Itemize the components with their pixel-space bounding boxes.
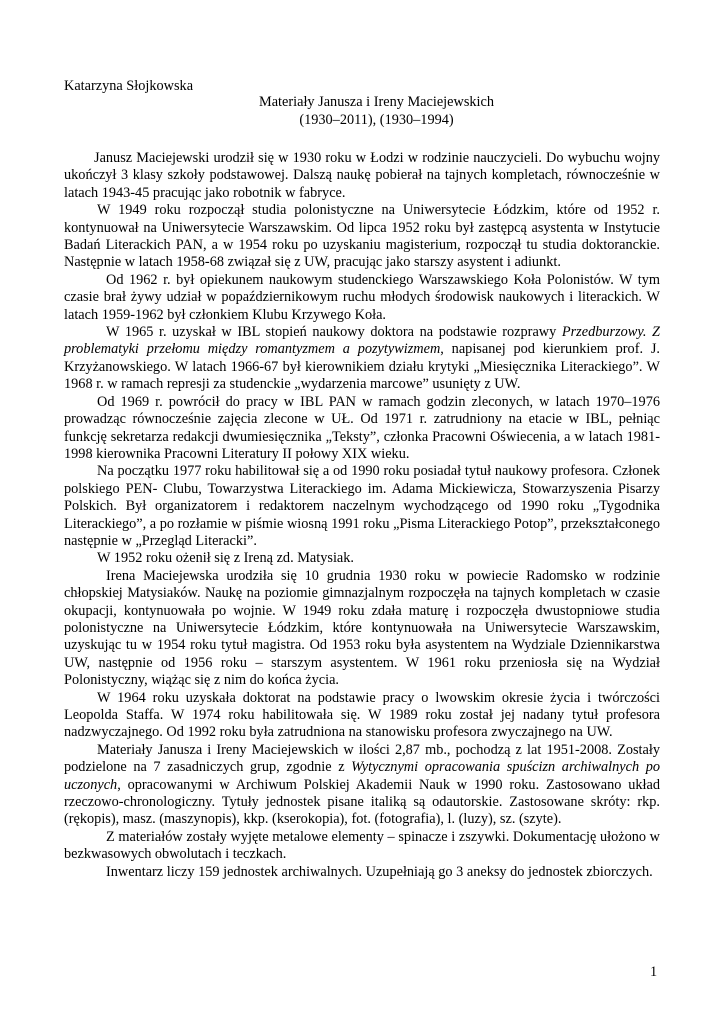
paragraph-4-text: W 1965 r. uzyskał w IBL stopień naukowy doktora na podstawie rozprawy (106, 324, 562, 341)
paragraph-10-text: Materiały Janusza i Ireny Maciejewskich w ilości 2,87 mb., pochodzą z lat 1951-2008. Zostały podzielone na 7 zasadniczych grup, zgodnie z (64, 741, 660, 776)
document-title-dates: (1930–2011), (1930–1994) (299, 112, 454, 128)
paragraph-4-text-end: , napisanej pod kierunkiem prof. J. Krzyżanowskiego. W latach 1966-67 był kierownikiem działu krytyki „Miesięcznika Literackiego”. W 1968 r. w ramach represji za studenckie „wydarzenia marcowe” usunięty z UW. (64, 341, 660, 393)
paragraph-11: Z materiałów zostały wyjęte metalowe elementy – spinacze i zszywki. Dokumentację ułożono w bezkwasowych obwolutach i teczkach. (64, 828, 660, 863)
paragraph-5: Od 1969 r. powrócił do pracy w IBL PAN w ramach godzin zleconych, w latach 1970–1976 prowadząc równocześnie zajęcia zlecone w UŁ. Od 1971 r. zatrudniony na etacie w IBL, pełniąc funkcję sekretarza redakcji dwumiesięcznika „Teksty”, członka Pracowni Oświecenia, a w latach 1981-1998 kierownika Pracowni Literatury II połowy XIX wieku. (64, 393, 660, 462)
document-title: Materiały Janusza i Ireny Maciejewskich (258, 94, 494, 110)
paragraph-4 (64, 324, 660, 394)
paragraph-10-text-end: , opracowanymi w Archiwum Polskiej Akademii Nauk w 1990 roku. Zastosowano układ rzeczowo-chronologiczny. Tytuły jednostek pisane italiką są odautorskie. Zastosowane skróty: rkp. (rękopis), masz. (maszynopis), kkp. (kserokopia), fot. (fotografia), l. (luzy), sz. (szyte). (64, 776, 660, 828)
paragraph-3: Od 1962 r. był opiekunem naukowym studenckiego Warszawskiego Koła Polonistów. W tym czasie brał żywy udział w popaździernikowym ruchu młodych środowisk naukowych i literackich. W latach 1959-1962 był członkiem Klubu Krzywego Koła. (64, 271, 660, 323)
document-body (64, 150, 660, 881)
paragraph-12: Inwentarz liczy 159 jednostek archiwalnych. Uzupełniają go 3 aneksy do jednostek zbiorczych. (106, 863, 653, 880)
author-name: Katarzyna Słojkowska (64, 78, 194, 94)
paragraph-1: Janusz Maciejewski urodził się w 1930 roku w Łodzi w rodzinie nauczycieli. Do wybuchu wojny ukończył 3 klasy szkoły podstawowej. Dalszą naukę pobierał na tajnych kompletach, równocześnie w latach 1943-45 pracując jako robotnik w fabryce. (64, 150, 660, 201)
paragraph-7: W 1952 roku ożenił się z Ireną zd. Matysiak. (97, 550, 355, 567)
paragraph-10 (64, 742, 660, 829)
dissertation-title: Przedburzowy. Z problematyki przełomu między romantyzmem a pozytywizmem (64, 324, 661, 358)
guidelines-title: Wytycznymi opracowania spuścizn archiwalnych po uczonych (64, 759, 660, 793)
paragraph-8: Irena Maciejewska urodziła się 10 grudnia 1930 roku w powiecie Radomsko w rodzinie chłopskiej Matysiaków. Naukę na poziomie gimnazjalnym rozpoczęła na tajnych kompletach w czasie okupacji, kontynuowała po wojnie. W 1949 roku zdała maturę i rozpoczęła dwustopniowe studia polonistyczne na Uniwersytecie Łódzkim, które kontynuowała na Uniwersytecie Warszawskim, uzyskując tu w 1954 roku tytuł magistra. Od 1953 roku była asystentem na Wydziale Dziennikarstwa UW, następnie od 1956 roku – starszym asystentem. W 1961 roku przeniosła się na Wydział Polonistyczny, wiążąc się z nim do końca życia. (64, 567, 660, 689)
paragraph-6: Na początku 1977 roku habilitował się a od 1990 roku posiadał tytuł naukowy profesora. Członek polskiego PEN- Clubu, Towarzystwa Literackiego im. Adama Mickiewicza, Stowarzyszenia Pisarzy Polskich. Był organizatorem i redaktorem naczelnym wychodzącego od 1990 roku „Tygodnika Literackiego”, a po rozłamie w piśmie wiosną 1991 roku „Pisma Literackiego Potop”, przekształconego następnie w „Przegląd Literacki”. (64, 463, 660, 549)
paragraph-9: W 1964 roku uzyskała doktorat na podstawie pracy o lwowskim okresie życia i twórczości Leopolda Staffa. W 1974 roku habilitowała się. W 1989 roku został jej nadany tytuł profesora nadzwyczajnego. Od 1992 roku była zatrudniona na stanowisku profesora zwyczajnego na UW. (64, 689, 660, 741)
page-number: 1 (650, 964, 658, 980)
paragraph-2: W 1949 roku rozpoczął studia polonistyczne na Uniwersytecie Łódzkim, które od 1952 r. kontynuował na Uniwersytecie Warszawskim. Od lipca 1952 roku był zastępcą asystenta w Instytucie Badań Literackich PAN, a w 1954 roku po uzyskaniu magisterium, rozpoczął tu studia doktoranckie. Następnie w latach 1958-68 związał się z UW, pracując jako starszy asystent i adiunkt. (64, 202, 660, 271)
